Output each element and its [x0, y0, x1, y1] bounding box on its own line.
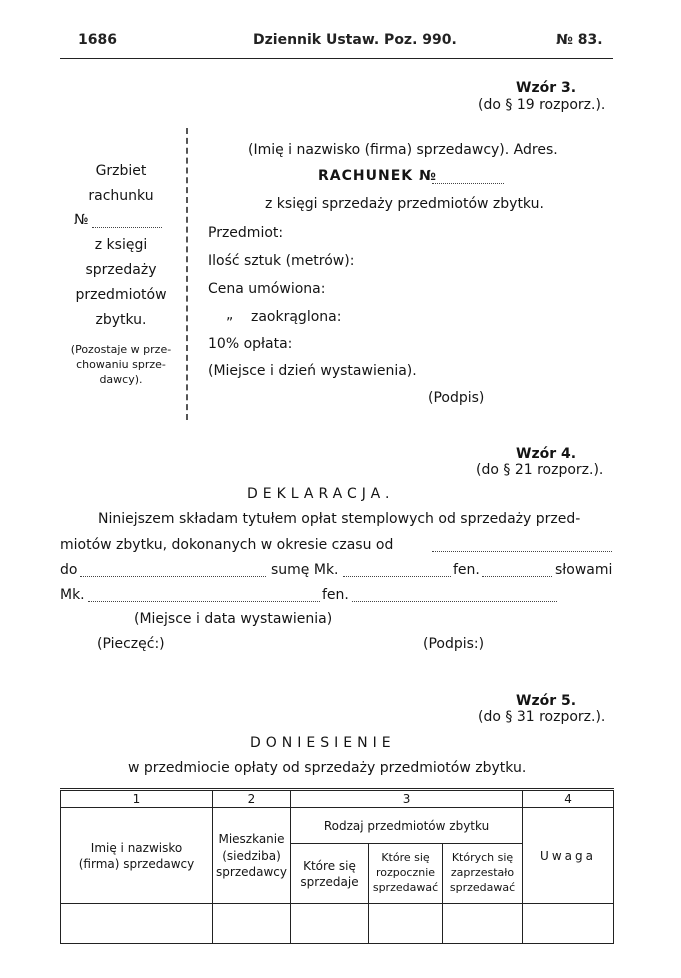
header-rule — [60, 58, 613, 59]
col-remarks: Uwaga — [523, 808, 614, 904]
declaration-line1: Niniejszem składam tytułem opłat stemplowych od sprzedaży przed- — [98, 511, 581, 527]
col-goods-type: Rodzaj przedmiotów zbytku — [291, 808, 523, 844]
stub-line: zbytku. — [95, 312, 147, 328]
stub-note: (Pozostaje w prze- — [70, 343, 172, 356]
receipt-title: RACHUNEK № — [318, 168, 437, 184]
form5-ref: (do § 31 rozporz.). — [478, 709, 606, 725]
stub-note: dawcy). — [99, 373, 143, 386]
field-rounded: zaokrąglona: — [251, 309, 342, 325]
seller-line: (Imię i nazwisko (firma) sprzedawcy). Adres. — [248, 142, 558, 158]
declaration-stamp: (Pieczęć:) — [97, 636, 165, 652]
declaration-title: DEKLARACJA. — [247, 486, 395, 502]
sum-mk-dots — [343, 576, 451, 577]
col-seller-name: Imię i nazwisko (firma) sprzedawcy — [61, 808, 213, 904]
stub-line: z księgi — [94, 237, 148, 253]
table-cell — [443, 904, 523, 944]
stub-number-dots — [92, 227, 162, 228]
declaration-place-date: (Miejsce i data wystawienia) — [134, 611, 333, 627]
table-cell — [369, 904, 443, 944]
receipt-subtitle: z księgi sprzedaży przedmiotów zbytku. — [265, 196, 544, 212]
col-number-1: 1 — [61, 790, 213, 808]
sum-fen-dots — [482, 576, 552, 577]
sum-fen: fen. — [453, 562, 480, 578]
table-cell — [213, 904, 291, 944]
table-cell — [523, 904, 614, 944]
col-goods-stopped: Których się zaprzestało sprzedawać — [443, 844, 523, 904]
page-number: 1686 — [78, 32, 117, 48]
notice-table — [60, 788, 614, 944]
col-number-3: 3 — [291, 790, 523, 808]
notice-title: DONIESIENIE — [250, 735, 396, 751]
col-goods-sold: Które się sprzedaje — [291, 844, 369, 904]
declaration-line2: miotów zbytku, dokonanych w okresie czasu od — [60, 537, 394, 553]
words-mk-dots — [88, 601, 320, 602]
field-price: Cena umówiona: — [208, 281, 326, 297]
words-fen-dots — [352, 601, 557, 602]
table-row — [61, 904, 614, 944]
declaration-signature: (Podpis:) — [423, 636, 485, 652]
field-signature: (Podpis) — [428, 390, 485, 406]
form3-label: Wzór 3. — [516, 80, 577, 96]
stub-line: rachunku — [88, 188, 154, 204]
receipt-number-dots — [432, 183, 504, 184]
form3-ref: (do § 19 rozporz.). — [478, 97, 606, 113]
col-number-4: 4 — [523, 790, 614, 808]
field-quantity: Ilość sztuk (metrów): — [208, 253, 355, 269]
ditto-mark: „ — [226, 307, 234, 323]
stub-note: chowaniu sprze- — [76, 358, 166, 371]
sum-mk: sumę Mk. — [271, 562, 339, 578]
field-item: Przedmiot: — [208, 225, 284, 241]
field-place-date: (Miejsce i dzień wystawienia). — [208, 363, 417, 379]
issue-number: № 83. — [556, 32, 603, 48]
col-goods-start: Które się rozpocznie sprzedawać — [369, 844, 443, 904]
field-fee: 10% opłata: — [208, 336, 293, 352]
stub-line: przedmiotów — [75, 287, 167, 303]
stub-line: sprzedaży — [85, 262, 157, 278]
table-cell — [61, 904, 213, 944]
col-seller-residence: Mieszkanie (siedziba) sprzedawcy — [213, 808, 291, 904]
notice-subtitle: w przedmiocie opłaty od sprzedaży przedmiotów zbytku. — [128, 760, 527, 776]
form5-label: Wzór 5. — [516, 693, 577, 709]
perforation-line — [186, 128, 188, 420]
words-fen: fen. — [322, 587, 349, 603]
in-words: słowami — [555, 562, 613, 578]
journal-title: Dziennik Ustaw. Poz. 990. — [253, 32, 457, 48]
table-cell — [291, 904, 369, 944]
stub-number: № — [74, 212, 89, 228]
period-to-dots — [80, 576, 266, 577]
col-number-2: 2 — [213, 790, 291, 808]
period-from-dots — [432, 551, 612, 552]
words-mk: Mk. — [60, 587, 85, 603]
declaration-to: do — [60, 562, 78, 578]
form4-label: Wzór 4. — [516, 446, 577, 462]
form4-ref: (do § 21 rozporz.). — [476, 462, 604, 478]
stub-line: Grzbiet — [95, 163, 147, 179]
